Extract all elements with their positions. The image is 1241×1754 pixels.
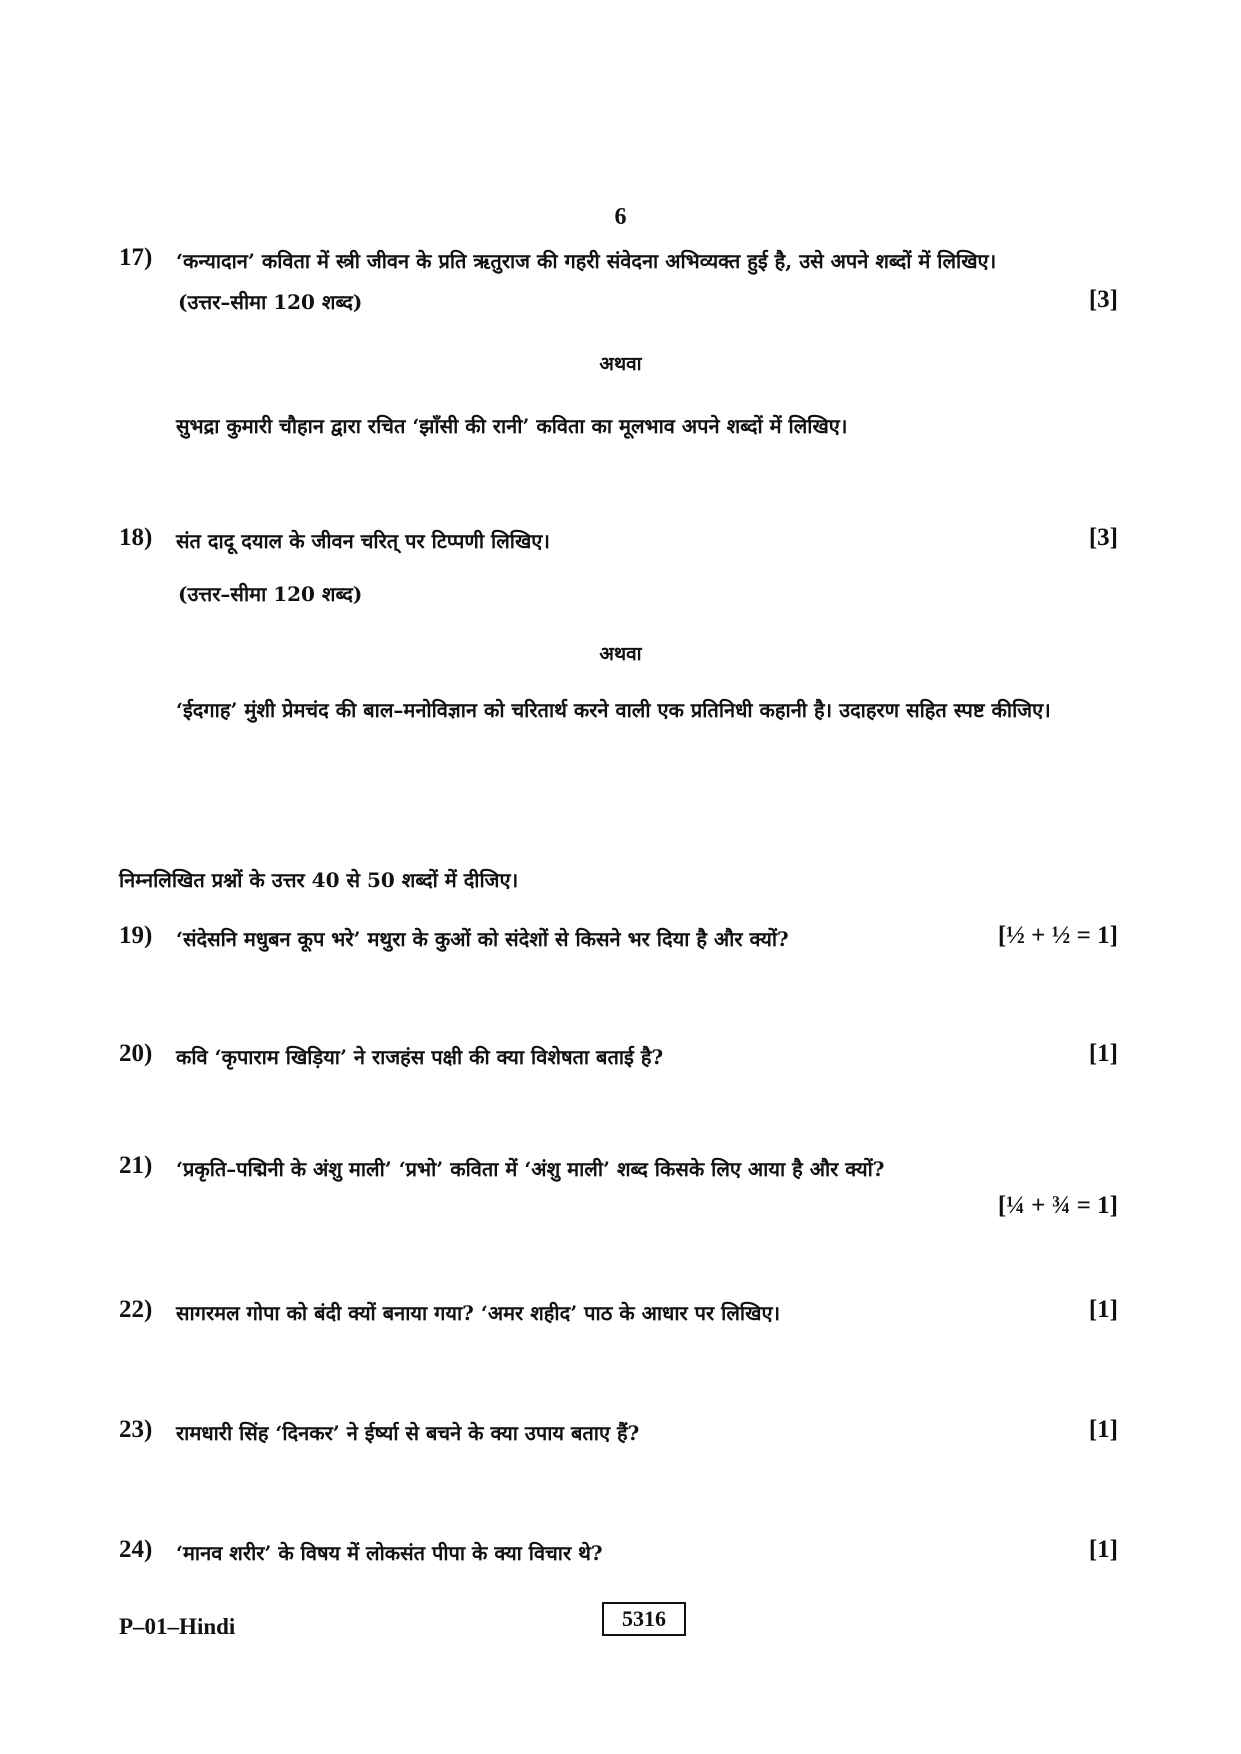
question-marks: [1] [1088, 1296, 1118, 1323]
page-number: 6 [614, 204, 627, 230]
question-number: 22) [119, 1296, 153, 1323]
alternative-question: ‘ईदगाह’ मुंशी प्रेमचंद की बाल–मनोविज्ञान को चरितार्थ करने वाली एक प्रतिनिधी कहानी है। उदाहरण सहित स्पष्ट कीजिए। [176, 698, 1051, 722]
paper-number-box: 5316 [602, 1602, 686, 1636]
question-number: 24) [119, 1536, 153, 1563]
question-marks: [¼ + ¾ = 1] [997, 1192, 1118, 1219]
answer-limit: (उत्तर–सीमा 120 शब्द) [178, 290, 363, 314]
paper-code: P–01–Hindi [119, 1614, 236, 1639]
question-text: ‘कन्यादान’ कविता में स्त्री जीवन के प्रति ऋतुराज की गहरी संवेदना अभिव्यक्त हुई है, उसे अपने शब्दों में लिखिए। [176, 249, 997, 273]
question-marks: [1] [1088, 1040, 1118, 1067]
or-label: अथवा [599, 353, 642, 375]
question-marks: [½ + ½ = 1] [997, 922, 1118, 949]
question-text: सागरमल गोपा को बंदी क्यों बनाया गया? ‘अमर शहीद’ पाठ के आधार पर लिखिए। [176, 1301, 781, 1325]
question-text: ‘संदेसनि मधुबन कूप भरे’ मथुरा के कुओं को संदेशों से किसने भर दिया है और क्यों? [176, 927, 789, 951]
question-text: ‘मानव शरीर’ के विषय में लोकसंत पीपा के क्या विचार थे? [176, 1541, 603, 1565]
question-number: 17) [119, 244, 153, 271]
question-marks: [1] [1088, 1536, 1118, 1563]
question-text: रामधारी सिंह ‘दिनकर’ ने ईर्ष्या से बचने के क्या उपाय बताए हैं? [176, 1421, 640, 1445]
question-number: 19) [119, 922, 153, 949]
question-text: ‘प्रकृति–पद्मिनी के अंशु माली’ ‘प्रभो’ कविता में ‘अंशु माली’ शब्द किसके लिए आया है और क्यों? [176, 1157, 885, 1181]
question-number: 21) [119, 1152, 153, 1179]
question-number: 23) [119, 1416, 153, 1443]
answer-limit: (उत्तर–सीमा 120 शब्द) [178, 582, 363, 606]
or-label: अथवा [599, 643, 642, 665]
question-number: 18) [119, 524, 153, 551]
question-text: कवि ‘कृपाराम खिड़िया’ ने राजहंस पक्षी की क्या विशेषता बताई है? [176, 1045, 664, 1069]
question-marks: [3] [1088, 524, 1118, 551]
alternative-question: सुभद्रा कुमारी चौहान द्वारा रचित ‘झाँसी की रानी’ कविता का मूलभाव अपने शब्दों में लिखिए। [176, 414, 848, 438]
question-text: संत दादू दयाल के जीवन चरित् पर टिप्पणी लिखिए। [176, 529, 550, 553]
question-number: 20) [119, 1040, 153, 1067]
section-instruction: निम्नलिखित प्रश्नों के उत्तर 40 से 50 शब्दों में दीजिए। [119, 868, 519, 892]
question-marks: [3] [1088, 286, 1118, 313]
question-marks: [1] [1088, 1416, 1118, 1443]
